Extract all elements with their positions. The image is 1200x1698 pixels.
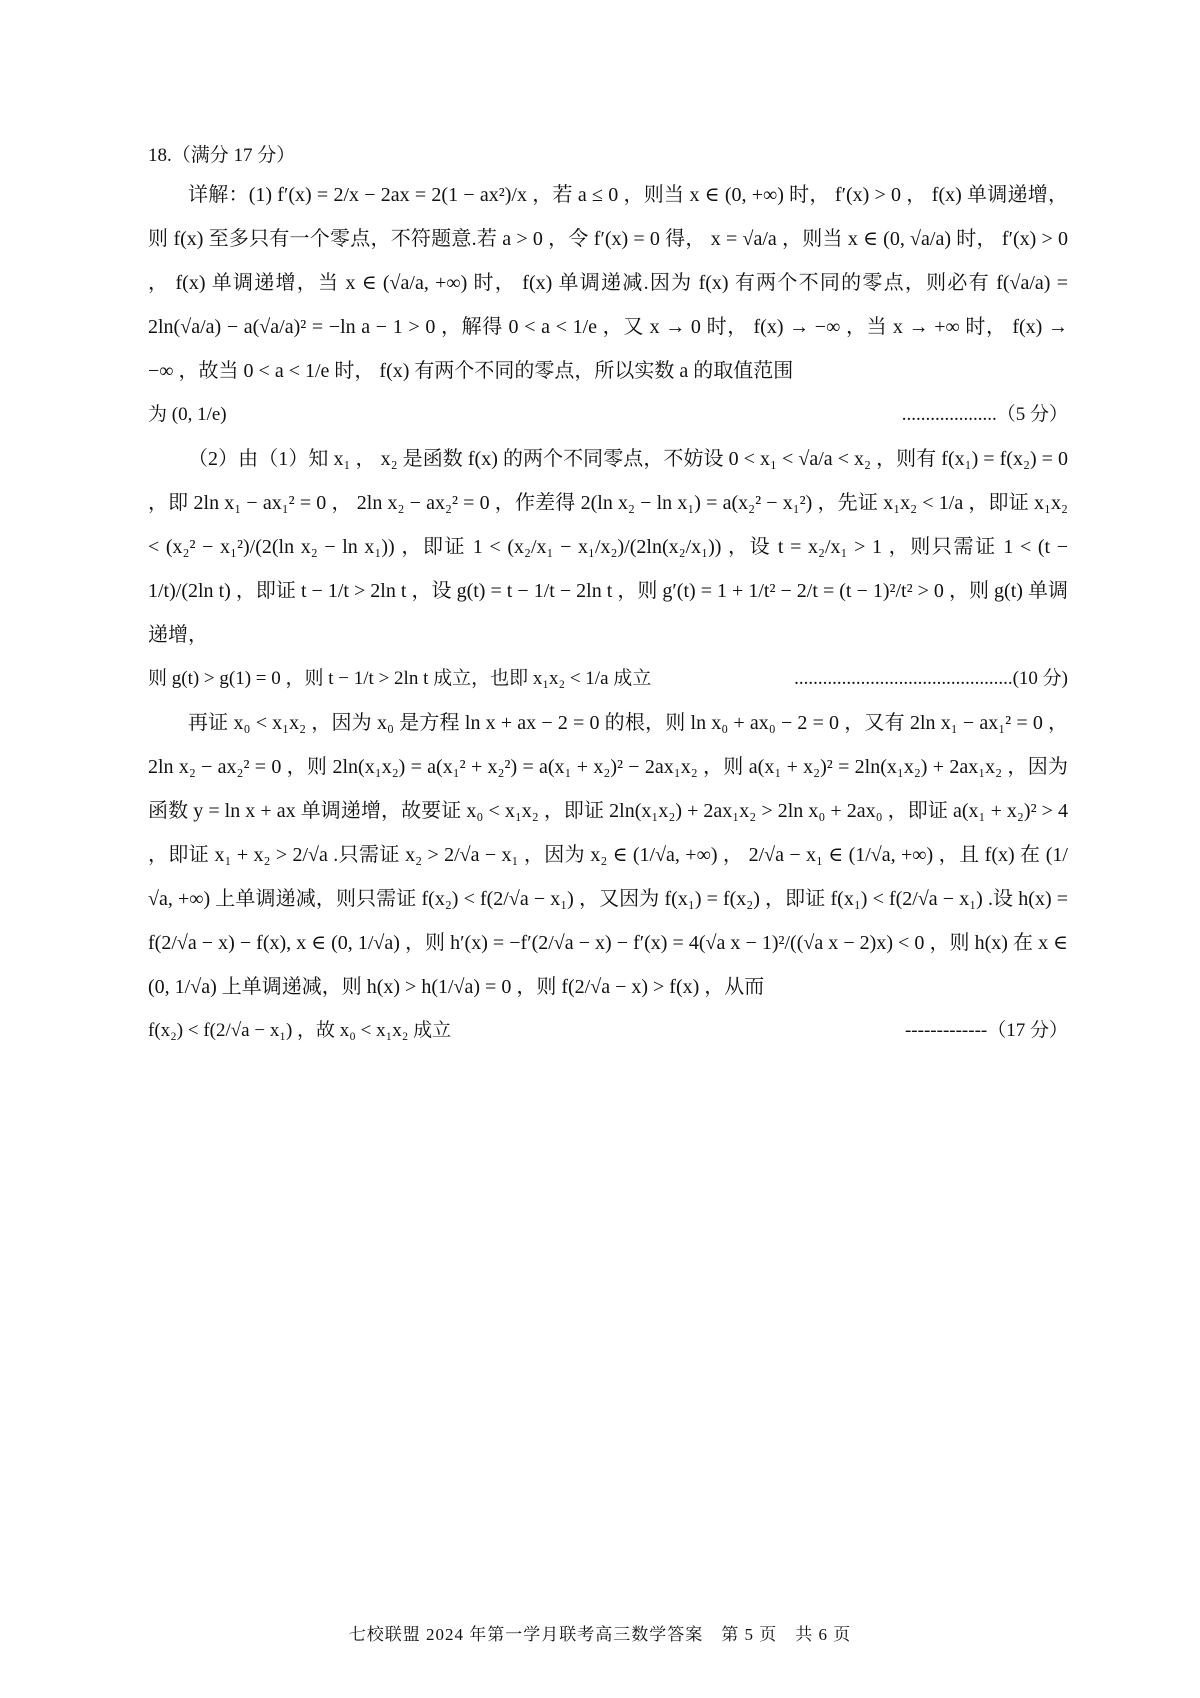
part3-paragraph: 再证 x₀ < x₁x₂ ，因为 x₀ 是方程 ln x + ax − 2 = 0 的根，则 ln x₀ + ax₀ − 2 = 0 ，又有 2ln x₁ − ax₁² = 0 ， 2ln x₂ − ax₂² = 0 ，则 2ln(x₁x₂) = a(x₁² + x₂²) = a(x₁ + x₂)² − 2ax₁x₂ ，则 a(x₁ + x₂)² = 2ln(x₁x₂) + 2ax₁x₂ ，因为函数 y = ln x + ax 单调递增，故要证 x₀ < x₁x₂ ，即证 2ln(x₁x₂) + 2ax₁x₂ > 2ln x₀ + 2ax₀ ，即证 a(x₁ + x₂)² > 4 ，即证 x₁ + x₂ > 2/√a .只需证 x₂ > 2/√a − x₁ ，因为 x₂ ∈ (1/√a, +∞) ， 2/√a − x₁ ∈ (1/√a, +∞) ，且 f(x) 在 (1/√a, +∞) 上单调递减，则只需证 f(x₂) < f(2/√a − x₁) ，又因为 f(x₁) = f(x₂) ，即证 f(x₁) < f(2/√a − x₁) .设 h(x) = f(2/√a − x) − f(x), x ∈ (0, 1/√a) ，则 h′(x) = −f′(2/√a − x) − f′(x) = 4(√a x − 1)²/((√a x − 2)x) < 0 ，则 h(x) 在 x ∈ (0, 1/√a) 上单调递减，则 h(x) > h(1/√a) = 0 ，则 f(2/√a − x) > f(x) ，从而 xyxy=(148,712,1068,998)
part1-final-line: 为 (0, 1/e) xyxy=(148,404,227,425)
part2-score: ..............................................(10 分) xyxy=(794,668,1068,689)
question-title: 18.（满分 17 分） xyxy=(148,145,296,166)
answer-content xyxy=(148,140,1068,1053)
part1-conclusion-line xyxy=(148,393,1068,437)
part1-paragraph: 详解：(1) f′(x) = 2/x − 2ax = 2(1 − ax²)/x ，若 a ≤ 0 ，则当 x ∈ (0, +∞) 时， f′(x) > 0 ， f(x) 单调递增，则 f(x) 至多只有一个零点，不符题意.若 a > 0 ，令 f′(x) = 0 得， x = √a/a ，则当 x ∈ (0, √a/a) 时， f′(x) > 0 ， f(x) 单调递增，当 x ∈ (√a/a, +∞) 时， f(x) 单调递减.因为 f(x) 有两个不同的零点，则必有 f(√a/a) = 2ln(√a/a) − a(√a/a)² = −ln a − 1 > 0 ，解得 0 < a < 1/e ，又 x → 0 时， f(x) → −∞ ，当 x → +∞ 时， f(x) → −∞ ，故当 0 < a < 1/e 时， f(x) 有两个不同的零点，所以实数 a 的取值范围 xyxy=(148,184,1068,382)
part3-conclusion-line xyxy=(148,1009,1068,1053)
part1-score: ....................（5 分） xyxy=(901,404,1068,425)
part2-final-line: 则 g(t) > g(1) = 0 ，则 t − 1/t > 2ln t 成立，也即 x₁x₂ < 1/a 成立 xyxy=(148,668,652,689)
page-footer: 七校联盟 2024 年第一学月联考高三数学答案 第 5 页 共 6 页 xyxy=(348,1625,852,1644)
part3-score: -------------（17 分） xyxy=(904,1020,1068,1041)
part3-final-line: f(x₂) < f(2/√a − x₁) ，故 x₀ < x₁x₂ 成立 xyxy=(148,1020,452,1041)
part2-conclusion-line xyxy=(148,657,1068,701)
part2-paragraph: （2）由（1）知 x₁ ， x₂ 是函数 f(x) 的两个不同零点，不妨设 0 < x₁ < √a/a < x₂ ，则有 f(x₁) = f(x₂) = 0 ，即 2ln x₁ − ax₁² = 0 ， 2ln x₂ − ax₂² = 0 ，作差得 2(ln x₂ − ln x₁) = a(x₂² − x₁²) ，先证 x₁x₂ < 1/a ，即证 x₁x₂ < (x₂² − x₁²)/(2(ln x₂ − ln x₁)) ，即证 1 < (x₂/x₁ − x₁/x₂)/(2ln(x₂/x₁)) ，设 t = x₂/x₁ > 1 ，则只需证 1 < (t − 1/t)/(2ln t) ，即证 t − 1/t > 2ln t ，设 g(t) = t − 1/t − 2ln t ，则 g′(t) = 1 + 1/t² − 2/t = (t − 1)²/t² > 0 ，则 g(t) 单调递增， xyxy=(148,448,1068,646)
